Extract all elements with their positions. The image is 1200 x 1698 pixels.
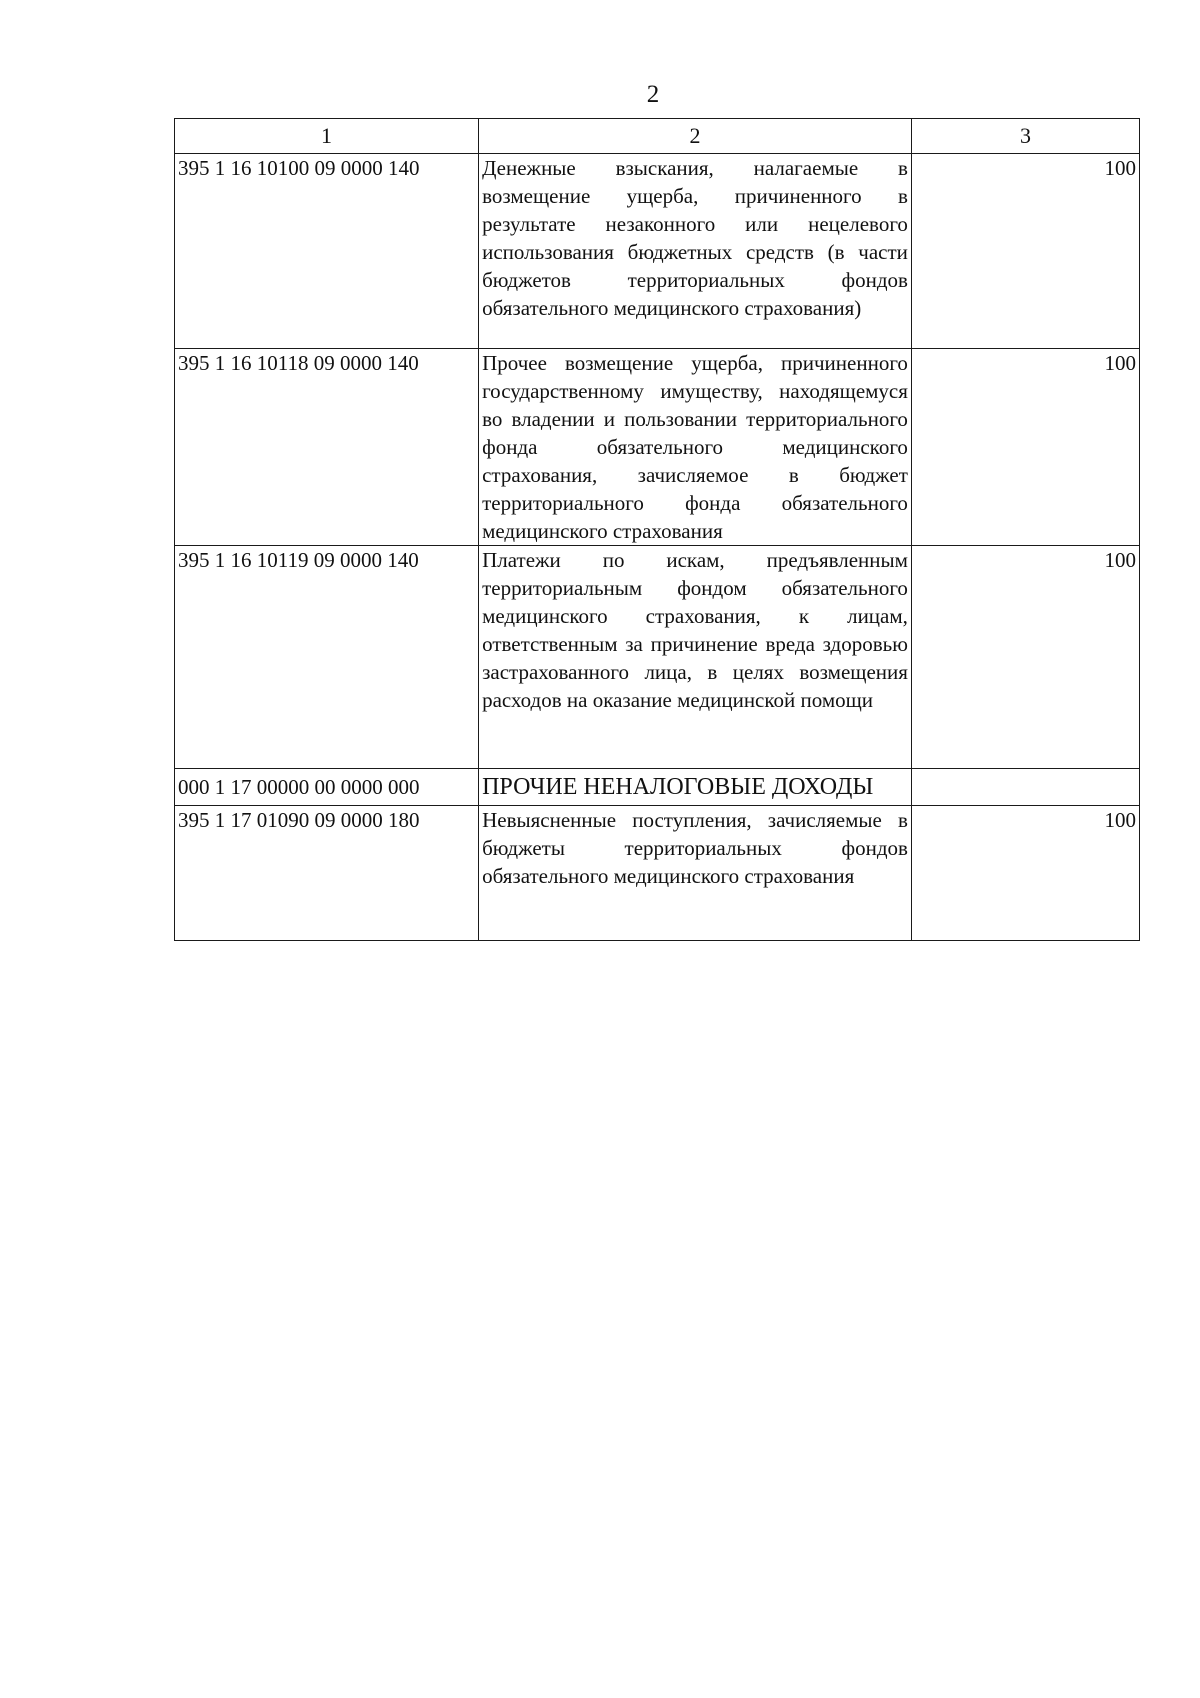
- table-row: [175, 769, 1140, 806]
- description-cell: Прочее возмещение ущерба, причиненного государственному имуществу, находящемуся во владении и пользовании территориального фонда обязательного медицинского страхования, зачисляемое в бюджет территориального фонда обязательного медицинского страхования: [479, 349, 912, 546]
- value-cell: [911, 769, 1139, 806]
- budget-code-cell: 395 1 16 10119 09 0000 140: [175, 546, 479, 769]
- value-cell: 100: [911, 154, 1139, 349]
- table-row: [175, 349, 1140, 546]
- header-cell-2: 2: [479, 119, 912, 154]
- revenue-codes-table: [174, 118, 1140, 941]
- description-cell: ПРОЧИЕ НЕНАЛОГОВЫЕ ДОХОДЫ: [479, 769, 912, 806]
- table-row: [175, 806, 1140, 941]
- value-cell: 100: [911, 806, 1139, 941]
- page-number: 2: [646, 81, 660, 108]
- header-cell-3: 3: [911, 119, 1139, 154]
- table-row: [175, 154, 1140, 349]
- budget-code-cell: 395 1 16 10118 09 0000 140: [175, 349, 479, 546]
- description-cell: Невыясненные поступления, зачисляемые в бюджеты территориальных фондов обязательного медицинского страхования: [479, 806, 912, 941]
- description-cell: Платежи по искам, предъявленным территориальным фондом обязательного медицинского страхования, к лицам, ответственным за причинение вреда здоровью застрахованного лица, в целях возмещения расходов на оказание медицинской помощи: [479, 546, 912, 769]
- table-header-row: [175, 119, 1140, 154]
- header-cell-1: 1: [175, 119, 479, 154]
- description-cell: Денежные взыскания, налагаемые в возмещение ущерба, причиненного в результате незаконного или нецелевого использования бюджетных средств (в части бюджетов территориальных фондов обязательного медицинского страхования): [479, 154, 912, 349]
- table-row: [175, 546, 1140, 769]
- value-cell: 100: [911, 349, 1139, 546]
- budget-code-cell: 395 1 17 01090 09 0000 180: [175, 806, 479, 941]
- budget-code-cell: 395 1 16 10100 09 0000 140: [175, 154, 479, 349]
- budget-code-cell: 000 1 17 00000 00 0000 000: [175, 769, 479, 806]
- value-cell: 100: [911, 546, 1139, 769]
